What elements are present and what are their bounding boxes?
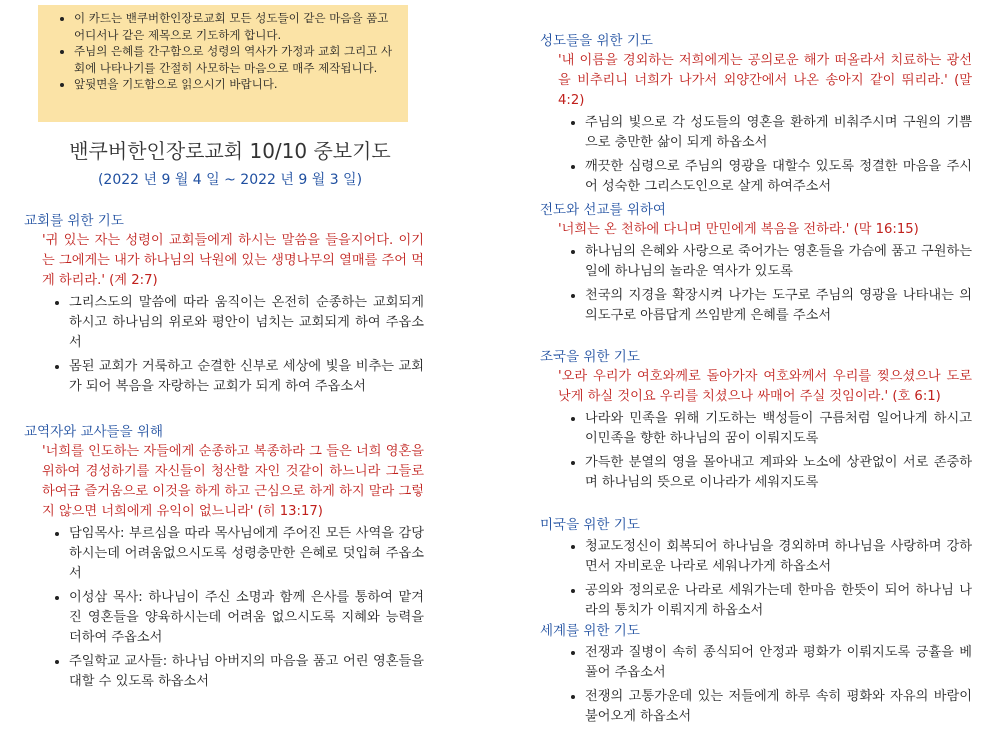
prayer-list <box>24 293 424 397</box>
list-item: • 이성삼 목사: 하나님이 주신 소명과 함께 은사를 통하여 맡겨진 영혼들을 양육하시는데 어려움 없으시도록 지혜와 능력을 더하여 주옵소서 <box>69 588 424 648</box>
section-heading: 성도들을 위한 기도 <box>540 33 653 49</box>
list-item: • 나라와 민족을 위해 기도하는 백성들이 구름처럼 일어나게 하시고 이민족을 향한 하나님의 꿈이 이뤄지도록 <box>585 409 972 449</box>
list-item: • 주님의 빛으로 각 성도들의 영혼을 환하게 비춰주시며 구원의 기쁨으로 충만한 삶이 되게 하옵소서 <box>585 113 972 153</box>
notice-item: • 앞뒷면을 기도함으로 읽으시기 바랍니다. <box>74 76 400 93</box>
section-mission <box>540 200 972 330</box>
list-item: • 천국의 지경을 확장시켜 나가는 도구로 주님의 영광을 나타내는 의의도구로 아름답게 쓰임받게 은혜를 주소서 <box>585 286 972 326</box>
section-heading: 조국을 위한 기도 <box>540 349 640 365</box>
section-usa <box>540 515 972 625</box>
prayer-list <box>540 113 972 197</box>
list-item: • 청교도정신이 회복되어 하나님을 경외하며 하나님을 사랑하며 강하면서 자비로운 나라로 세워나가게 하옵소서 <box>585 537 972 577</box>
section-world <box>540 621 972 731</box>
section-church <box>24 211 424 401</box>
list-item: • 가득한 분열의 영을 몰아내고 계파와 노소에 상관없이 서로 존중하며 하나님의 뜻으로 이나라가 세워지도록 <box>585 453 972 493</box>
section-heading: 교역자와 교사들을 위해 <box>24 424 163 440</box>
notice-item: • 이 카드는 밴쿠버한인장로교회 모든 성도들이 같은 마음을 품고 어디서나 같은 제목으로 기도하게 합니다. <box>74 10 400 43</box>
list-item: • 공의와 정의로운 나라로 세워가는데 한마음 한뜻이 되어 하나님 나라의 통치가 이뤄지게 하옵소서 <box>585 581 972 621</box>
list-item: • 깨끗한 심령으로 주님의 영광을 대할수 있도록 정결한 마음을 주시어 성숙한 그리스도인으로 살게 하여주소서 <box>585 157 972 197</box>
section-heading: 세계를 위한 기도 <box>540 623 640 639</box>
section-saints <box>540 31 972 201</box>
scripture-verse: '귀 있는 자는 성령이 교회들에게 하시는 말씀을 들을지어다. 이기는 그에게는 내가 하나님의 낙원에 있는 생명나무의 열매를 주어 먹게 하리라.' (계 2:7) <box>42 233 424 288</box>
list-item: • 주일학교 교사들: 하나님 아버지의 마음을 품고 어린 영혼들을 대할 수 있도록 하옵소서 <box>69 652 424 692</box>
scripture-verse: '너희를 인도하는 자들에게 순종하고 복종하라 그 들은 너희 영혼을 위하여 경성하기를 자신들이 청산할 자인 것같이 하느니라 그들로 하여금 즐거움으로 이것을 하게 하고 근심으로 하게 하지 말라 그렇지 않으면 너희에게 유익이 없느니라' (히 13:17) <box>42 444 424 519</box>
section-homeland <box>540 347 972 497</box>
prayer-list <box>24 524 424 692</box>
list-item: • 하나님의 은혜와 사랑으로 죽어가는 영혼들을 가슴에 품고 구원하는 일에 하나님의 놀라운 역사가 있도록 <box>585 242 972 282</box>
scripture-verse: '오라 우리가 여호와께로 돌아가자 여호와께서 우리를 찢으셨으나 도로 낫게 하실 것이요 우리를 치셨으나 싸매어 주실 것임이라.' (호 6:1) <box>558 369 972 404</box>
scripture-verse: '너희는 온 천하에 다니며 만민에게 복음을 전하라.' (막 16:15) <box>558 222 919 237</box>
date-range: (2022 년 9 월 4 일 ~ 2022 년 9 월 3 일) <box>97 172 363 188</box>
notice-card <box>38 5 408 122</box>
prayer-list <box>540 242 972 326</box>
page-title: 밴쿠버한인장로교회 10/10 중보기도 <box>69 139 391 163</box>
scripture-verse: '내 이름을 경외하는 저희에게는 공의로운 해가 떠올라서 치료하는 광선을 비추리니 너희가 나가서 외양간에서 나온 송아지 같이 뛰리라.' (말 4:2) <box>558 53 972 108</box>
list-item: • 담임목사: 부르심을 따라 목사님에게 주어진 모든 사역을 감당하시는데 어려움없으시도록 성령충만한 은혜로 덧입혀 주옵소서 <box>69 524 424 584</box>
list-item: • 전쟁의 고통가운데 있는 저들에게 하루 속히 평화와 자유의 바람이 불어오게 하옵소서 <box>585 687 972 727</box>
notice-list <box>46 10 400 93</box>
section-heading: 미국을 위한 기도 <box>540 517 640 533</box>
prayer-list <box>540 643 972 727</box>
section-heading: 전도와 선교를 위하여 <box>540 202 666 218</box>
list-item: • 전쟁과 질병이 속히 종식되어 안정과 평화가 이뤄지도록 긍휼을 베풀어 주옵소서 <box>585 643 972 683</box>
list-item: • 그리스도의 말씀에 따라 움직이는 온전히 순종하는 교회되게 하시고 하나님의 위로와 평안이 넘치는 교회되게 하여 주옵소서 <box>69 293 424 353</box>
section-ministers <box>24 422 424 696</box>
prayer-list <box>540 537 972 621</box>
list-item: • 몸된 교회가 거룩하고 순결한 신부로 세상에 빛을 비추는 교회가 되어 복음을 자랑하는 교회가 되게 하여 주옵소서 <box>69 357 424 397</box>
notice-item: • 주님의 은혜를 간구함으로 성령의 역사가 가정과 교회 그리고 사회에 나타나기를 간절히 사모하는 마음으로 매주 제작됩니다. <box>74 43 400 76</box>
section-heading: 교회를 위한 기도 <box>24 213 124 229</box>
prayer-list <box>540 409 972 493</box>
